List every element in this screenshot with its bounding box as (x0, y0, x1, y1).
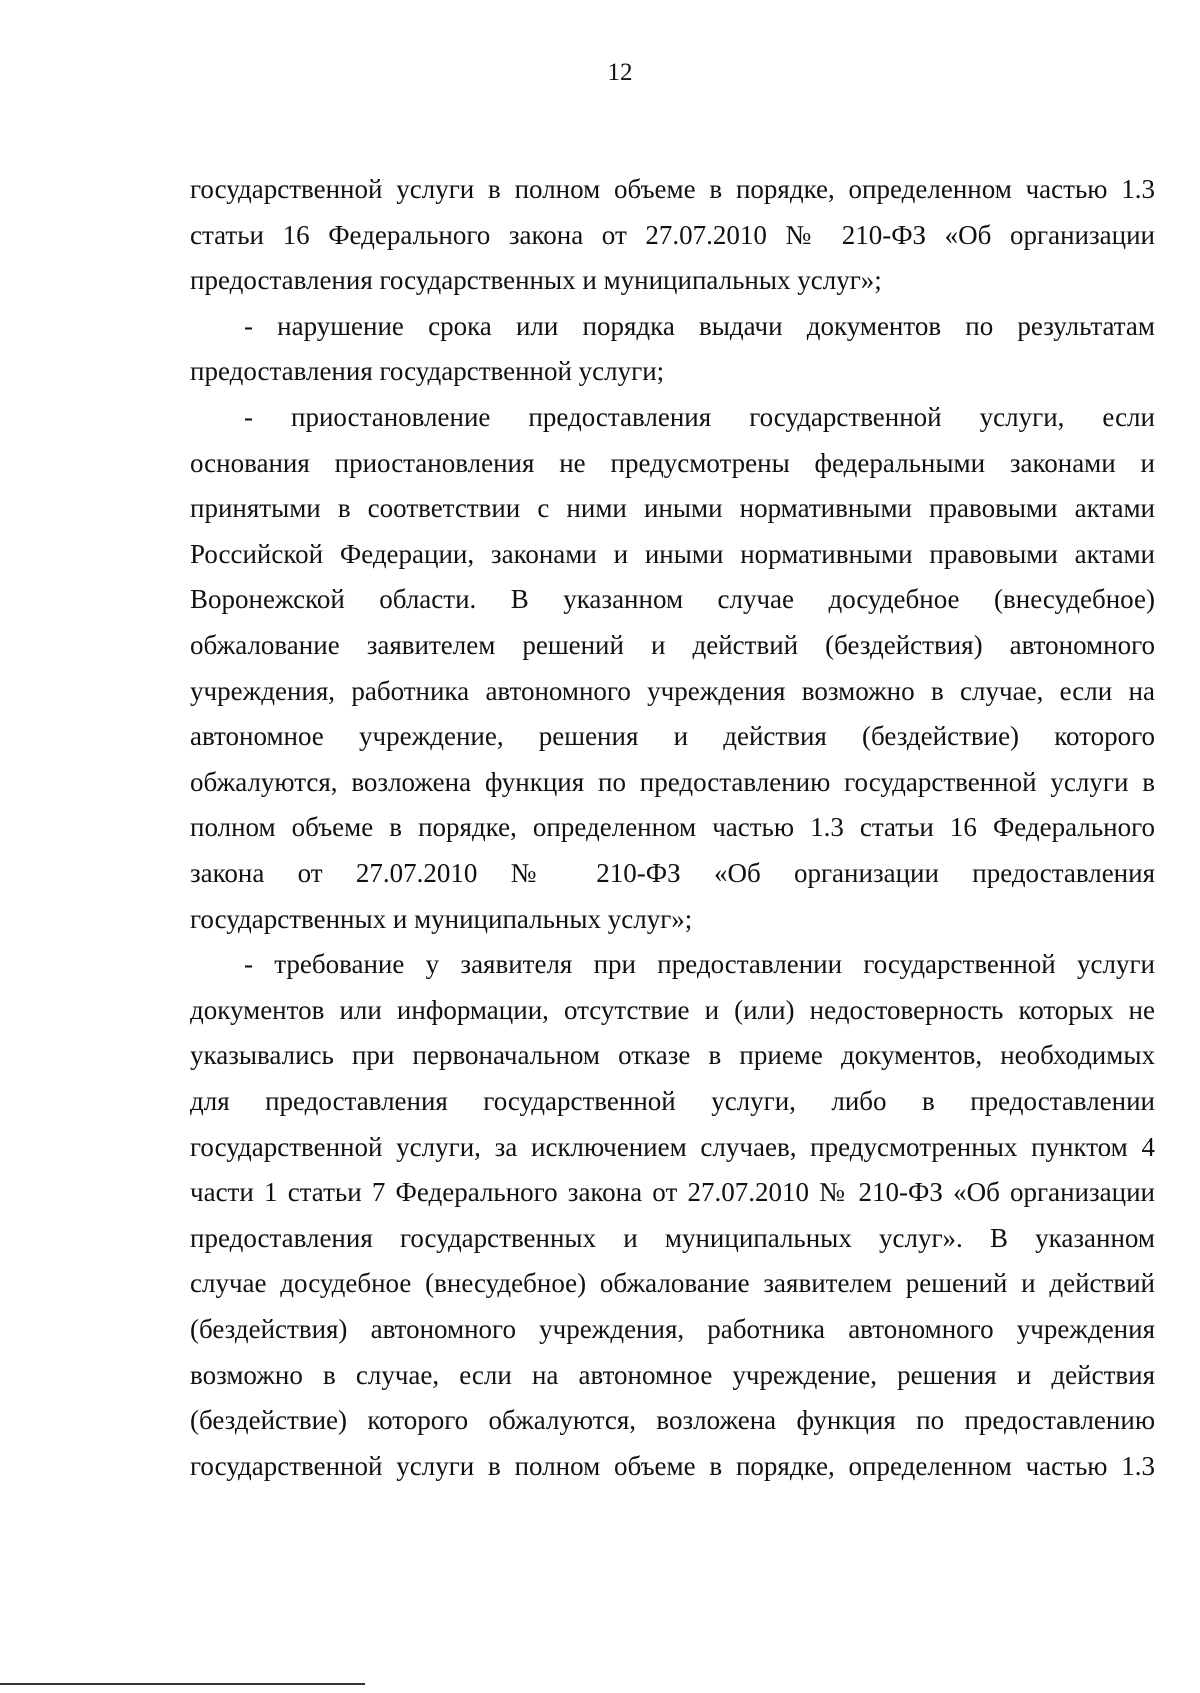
text-line: (бездействия) автономного учреждения, работника автономного учреждения (190, 1314, 1155, 1344)
text-line: предоставления государственных и муниципальных услуг»; (190, 265, 882, 295)
text-line: принятыми в соответствии с ними иными нормативными правовыми актами (190, 493, 1155, 523)
text-line: для предоставления государственной услуги, либо в предоставлении (190, 1086, 1155, 1116)
text-line: указывались при первоначальном отказе в приеме документов, необходимых (190, 1040, 1155, 1070)
bottom-divider (0, 1683, 365, 1685)
text-line: предоставления государственной услуги; (190, 356, 665, 386)
text-line: (бездействие) которого обжалуются, возложена функция по предоставлению (190, 1405, 1155, 1435)
text-line: основания приостановления не предусмотрены федеральными законами и (190, 448, 1155, 478)
text-line: обжалование заявителем решений и действий (бездействия) автономного (190, 630, 1155, 660)
text-line: обжалуются, возложена функция по предоставлению государственной услуги в (190, 767, 1155, 797)
text-line: - нарушение срока или порядка выдачи документов по результатам (244, 311, 1155, 341)
text-line: государственной услуги в полном объеме в порядке, определенном частью 1.3 (190, 1451, 1155, 1481)
text-line: учреждения, работника автономного учреждения возможно в случае, если на (190, 676, 1155, 706)
text-line: автономное учреждение, решения и действия (бездействие) которого (190, 721, 1155, 751)
text-line: государственной услуги, за исключением случаев, предусмотренных пунктом 4 (190, 1132, 1155, 1162)
text-line: Воронежской области. В указанном случае досудебное (внесудебное) (190, 584, 1155, 614)
text-line: документов или информации, отсутствие и (или) недостоверность которых не (190, 995, 1155, 1025)
text-line: закона от 27.07.2010 № 210-ФЗ «Об организации предоставления (190, 858, 1155, 888)
text-line: государственной услуги в полном объеме в порядке, определенном частью 1.3 (190, 174, 1155, 204)
text-line: случае досудебное (внесудебное) обжалование заявителем решений и действий (190, 1268, 1155, 1298)
text-line: - требование у заявителя при предоставлении государственной услуги (244, 949, 1155, 979)
text-line: полном объеме в порядке, определенном частью 1.3 статьи 16 Федерального (190, 812, 1155, 842)
page-number: 12 (607, 59, 633, 86)
text-line: предоставления государственных и муниципальных услуг». В указанном (190, 1223, 1155, 1253)
text-line: части 1 статьи 7 Федерального закона от 27.07.2010 № 210-ФЗ «Об организации (190, 1177, 1155, 1207)
text-line: государственных и муниципальных услуг»; (190, 904, 693, 934)
text-line: возможно в случае, если на автономное учреждение, решения и действия (190, 1360, 1155, 1390)
text-line: - приостановление предоставления государственной услуги, если (244, 402, 1155, 432)
text-line: статьи 16 Федерального закона от 27.07.2010 № 210-ФЗ «Об организации (190, 220, 1155, 250)
text-line: Российской Федерации, законами и иными нормативными правовыми актами (190, 539, 1155, 569)
